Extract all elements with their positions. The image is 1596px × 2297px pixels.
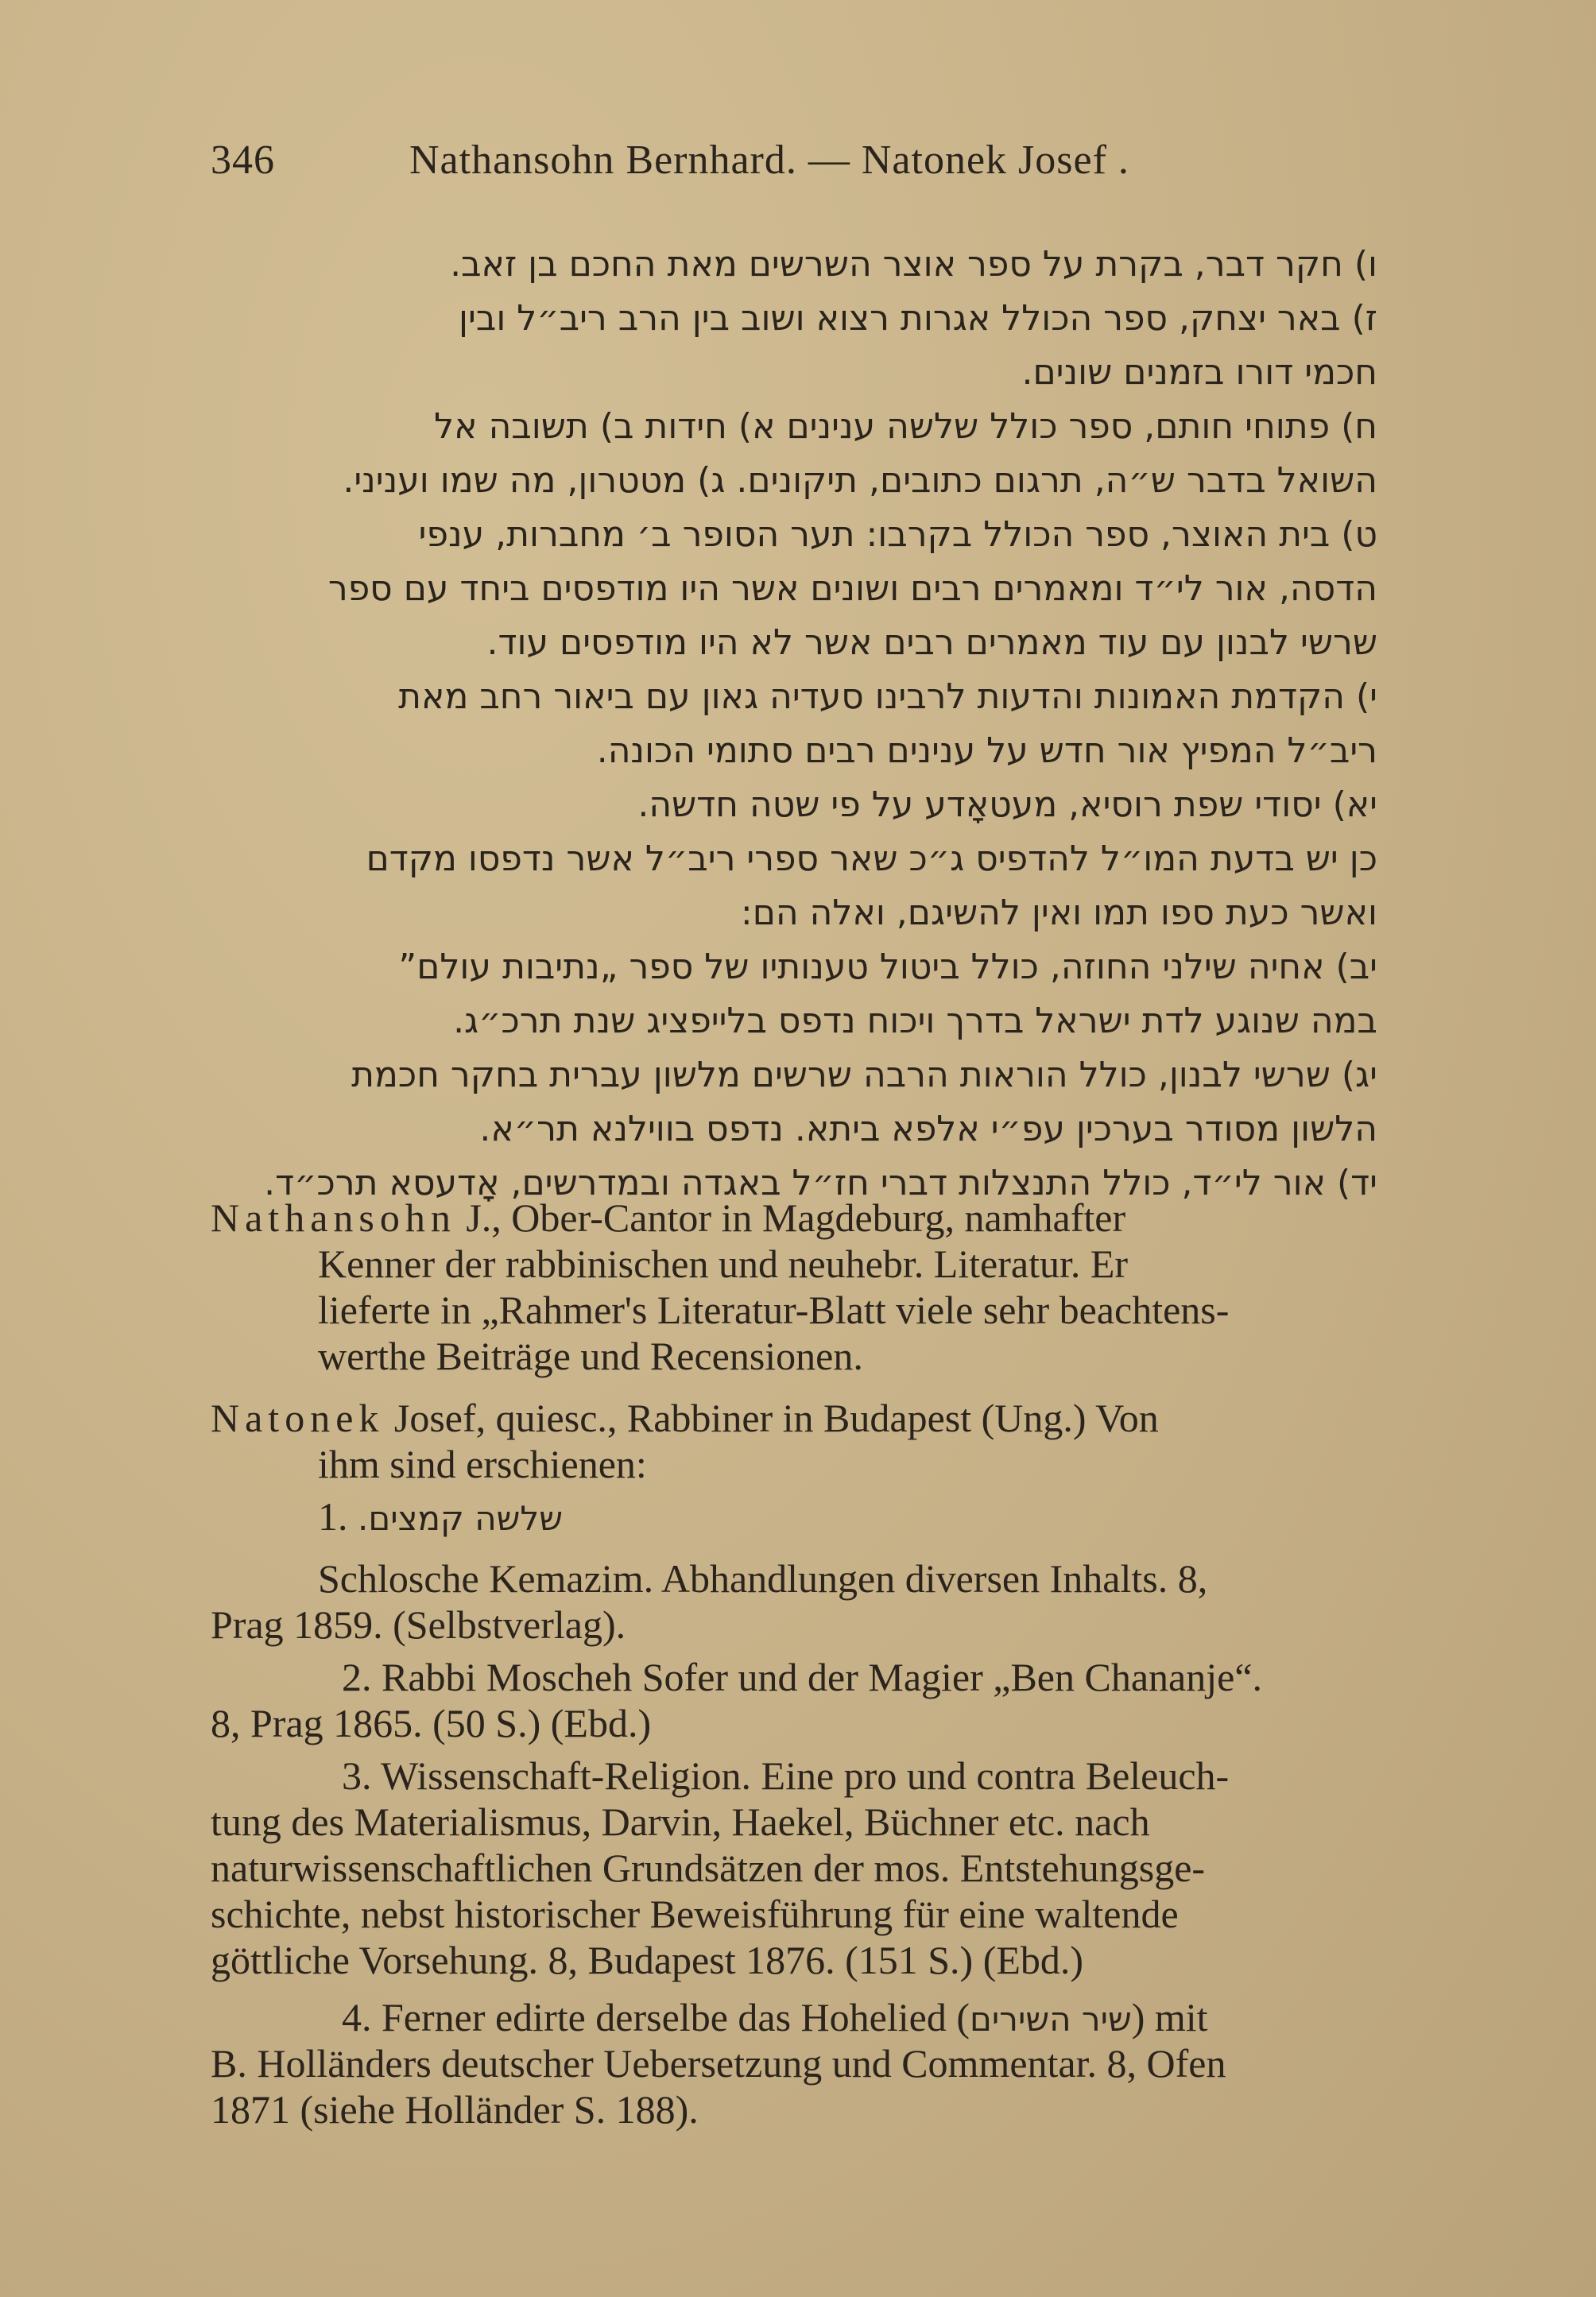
hebrew-title: שיר השירים bbox=[969, 2000, 1132, 2039]
work-item-line bbox=[342, 1994, 1574, 2043]
hebrew-line: ריב״ל המפיץ אור חדש על ענינים רבים סתומי הכונה. bbox=[596, 730, 1377, 771]
hebrew-line: יב) אחיה שילני החוזה, כולל ביטול טענותיו של ספר „נתיבות עולם” bbox=[398, 947, 1377, 987]
entry-nathansohn-line: werthe Beiträge und Recensionen. bbox=[318, 1334, 863, 1378]
hebrew-title: שלשה קמצים. bbox=[358, 1499, 564, 1538]
hebrew-line: ו) חקר דבר, בקרת על ספר אוצר השרשים מאת החכם בן זאב. bbox=[450, 244, 1377, 285]
hebrew-line: במה שנוגע לדת ישראל בדרך ויכוח נדפס בלייפציג שנת תרכ״ג. bbox=[453, 1001, 1377, 1041]
entry-text: J., Ober-Cantor in Magdeburg, namhafter bbox=[455, 1195, 1126, 1240]
hebrew-line: ואשר כעת ספו תמו ואין להשיגם, ואלה הם: bbox=[740, 893, 1377, 933]
page-number: 346 bbox=[211, 138, 275, 183]
entry-natonek-line bbox=[211, 1395, 1443, 1441]
work-item-line: naturwissenschaftlichen Grundsätzen der mos. Entstehungsge- bbox=[211, 1846, 1206, 1890]
work-item-line: tung des Materialismus, Darvin, Haekel, Büchner etc. nach bbox=[211, 1799, 1150, 1844]
work-item-line: Schlosche Kemazim. Abhandlungen diversen Inhalts. 8, bbox=[318, 1556, 1208, 1601]
work-item-line: 3. Wissenschaft-Religion. Eine pro und contra Beleuch- bbox=[342, 1753, 1230, 1798]
item-number: 1. bbox=[318, 1494, 348, 1539]
item-text: 4. Ferner edirte derselbe das Hohelied ( bbox=[342, 1995, 970, 2039]
page-header bbox=[211, 137, 1129, 184]
hebrew-line: יג) שרשי לבנון, כולל הוראות הרבה שרשים מלשון עברית בחקר חכמת bbox=[351, 1055, 1377, 1095]
running-title: Nathansohn Bernhard. — Natonek Josef . bbox=[409, 138, 1129, 183]
hebrew-line: שרשי לבנון עם עוד מאמרים רבים אשר לא היו מודפסים עוד. bbox=[486, 622, 1377, 663]
hebrew-line: חכמי דורו בזמנים שונים. bbox=[1021, 352, 1377, 393]
entry-natonek-line: ihm sind erschienen: bbox=[318, 1442, 647, 1486]
entry-name: Natonek bbox=[211, 1396, 385, 1440]
hebrew-line: הדסה, אור לי״ד ומאמרים רבים ושונים אשר היו מודפסים ביחד עם ספר bbox=[327, 568, 1377, 609]
entry-nathansohn-line bbox=[211, 1195, 1443, 1241]
entry-nathansohn-line: lieferte in „Rahmer's Literatur-Blatt viele sehr beachtens- bbox=[318, 1288, 1230, 1332]
work-item-line: B. Holländers deutscher Uebersetzung und Commentar. 8, Ofen bbox=[211, 2041, 1226, 2086]
work-item-line: Prag 1859. (Selbstverlag). bbox=[211, 1602, 626, 1647]
hebrew-line: ט) בית האוצר, ספר הכולל בקרבו: תער הסופר ב׳ מחברות, ענפי bbox=[418, 514, 1377, 555]
hebrew-line: יד) אור לי״ד, כולל התנצלות דברי חז״ל באגדה ובמדרשים, אָדעסא תרכ״ד. bbox=[264, 1163, 1377, 1203]
entry-text: Josef, quiesc., Rabbiner in Budapest (Ung.) Von bbox=[384, 1396, 1159, 1440]
entry-name: Nathansohn bbox=[211, 1195, 456, 1240]
work-item-line: 2. Rabbi Moscheh Sofer und der Magier „Ben Chananje“. bbox=[342, 1655, 1263, 1699]
hebrew-line: הלשון מסודר בערכין עפ״י אלפא ביתא. נדפס בווילנא תר״א. bbox=[479, 1109, 1377, 1149]
entry-nathansohn-line: Kenner der rabbinischen und neuhebr. Literatur. Er bbox=[318, 1241, 1129, 1286]
hebrew-line: י) הקדמת האמונות והדעות לרבינו סעדיה גאון עם ביאור רחב מאת bbox=[398, 676, 1377, 717]
work-item-line: 8, Prag 1865. (50 S.) (Ebd.) bbox=[211, 1701, 652, 1745]
work-item-line: göttliche Vorsehung. 8, Budapest 1876. (151 S.) (Ebd.) bbox=[211, 1938, 1084, 1982]
hebrew-line: יא) יסודי שפת רוסיא, מעטאָדע על פי שטה חדשה. bbox=[637, 784, 1377, 825]
hebrew-line: כן יש בדעת המו״ל להדפיס ג״כ שאר ספרי ריב״ל אשר נדפסו מקדם bbox=[366, 839, 1377, 879]
work-item-line: schichte, nebst historischer Beweisführung für eine waltende bbox=[211, 1892, 1179, 1936]
item-text: ) mit bbox=[1131, 1995, 1208, 2039]
hebrew-line: ז) באר יצחק, ספר הכולל אגרות רצוא ושוב בין הרב ריב״ל ובין bbox=[459, 298, 1377, 339]
hebrew-line: השואל בדבר ש״ה, תרגום כתובים, תיקונים. ג) מטטרון, מה שמו ועניני. bbox=[343, 460, 1377, 501]
hebrew-line: ח) פתוחי חותם, ספר כולל שלשה ענינים א) חידות ב) תשובה אל bbox=[434, 406, 1377, 447]
work-item-line: 1871 (siehe Holländer S. 188). bbox=[211, 2087, 699, 2132]
work-item-1-title bbox=[318, 1493, 1443, 1542]
